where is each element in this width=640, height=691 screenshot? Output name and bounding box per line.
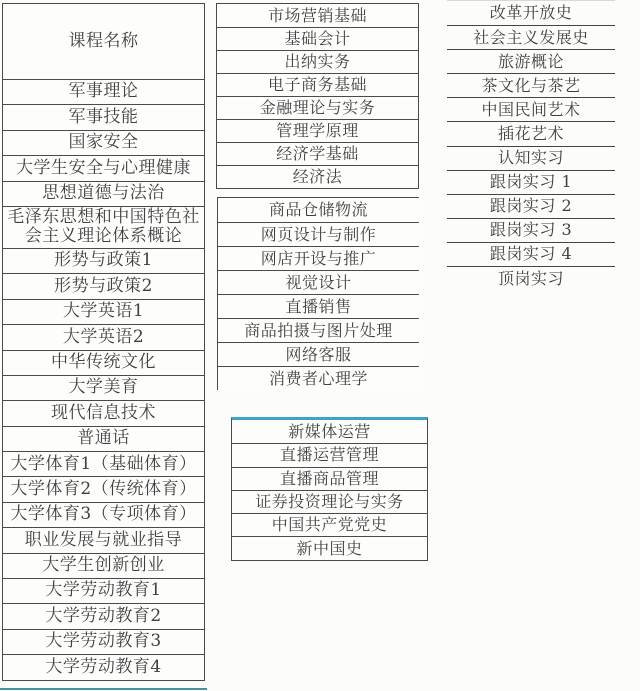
- course-cell[interactable]: [232, 443, 427, 466]
- middle-course-group-3: [231, 417, 428, 561]
- column-header-label: 课程名称: [68, 30, 139, 51]
- course-cell[interactable]: [447, 146, 615, 170]
- course-label: 大学英语1: [62, 301, 145, 322]
- course-label: 插花艺术: [497, 124, 564, 144]
- course-label: 中国共产党党史: [271, 515, 388, 535]
- course-cell[interactable]: [3, 502, 204, 527]
- course-cell[interactable]: [3, 299, 204, 324]
- course-cell[interactable]: [218, 366, 419, 390]
- course-cell[interactable]: [232, 467, 427, 490]
- course-label: 基础会计: [284, 29, 351, 48]
- course-cell[interactable]: [232, 420, 427, 443]
- course-cell[interactable]: [3, 104, 204, 129]
- course-label: 经济法: [292, 167, 343, 186]
- course-cell[interactable]: [3, 527, 204, 552]
- course-cell[interactable]: [218, 246, 419, 270]
- course-label: 中国民间艺术: [481, 99, 581, 119]
- course-label: 管理学原理: [276, 121, 359, 140]
- course-label: 直播运营管理: [279, 445, 379, 465]
- course-cell[interactable]: [447, 170, 615, 194]
- course-label: 商品拍摄与图片处理: [244, 320, 393, 340]
- course-label: 大学劳动教育1: [45, 580, 162, 601]
- course-cell[interactable]: [3, 350, 204, 375]
- middle-course-group-1: [216, 3, 419, 189]
- course-label: 新中国史: [296, 538, 363, 558]
- course-label: 普通话: [77, 428, 130, 449]
- course-cell[interactable]: [218, 342, 419, 366]
- course-cell[interactable]: [447, 194, 615, 218]
- course-label: 中华传统文化: [51, 351, 156, 372]
- course-cell[interactable]: [218, 198, 419, 222]
- course-cell[interactable]: [447, 1, 615, 25]
- course-label: 大学劳动教育3: [45, 631, 162, 652]
- course-label: 消费者心理学: [268, 368, 368, 388]
- course-cell[interactable]: [3, 476, 204, 501]
- course-label: 跟岗实习 4: [489, 244, 573, 264]
- course-cell[interactable]: [3, 375, 204, 400]
- course-label: 大学美育: [68, 377, 139, 398]
- course-label: 网页设计与制作: [260, 224, 377, 244]
- course-cell[interactable]: [3, 553, 204, 578]
- course-cell[interactable]: [3, 248, 204, 273]
- course-label: 出纳实务: [284, 52, 351, 71]
- course-label: 电子商务基础: [267, 75, 367, 94]
- course-label: 大学生创新创业: [42, 555, 165, 576]
- course-label: 社会主义发展史: [473, 27, 589, 47]
- course-label: 茶文化与茶艺: [481, 75, 581, 95]
- course-cell[interactable]: [447, 97, 615, 121]
- column-header-course-name[interactable]: [3, 4, 204, 79]
- course-cell[interactable]: [3, 324, 204, 349]
- course-label: 网络客服: [285, 344, 352, 364]
- course-cell[interactable]: [217, 73, 418, 96]
- course-cell[interactable]: [3, 155, 204, 180]
- course-label: 直播销售: [285, 296, 352, 316]
- course-label: 思想道德与法治: [42, 183, 165, 203]
- course-cell[interactable]: [447, 25, 615, 49]
- course-cell[interactable]: [3, 181, 204, 206]
- course-label: 经济学基础: [276, 144, 359, 163]
- course-cell[interactable]: [218, 318, 419, 342]
- course-cell[interactable]: [447, 242, 615, 266]
- course-cell[interactable]: [232, 536, 427, 559]
- course-label: 大学英语2: [62, 326, 145, 347]
- course-cell[interactable]: [3, 130, 204, 155]
- course-label: 旅游概论: [497, 51, 564, 71]
- course-label: 证券投资理论与实务: [255, 492, 404, 512]
- course-label: 金融理论与实务: [259, 98, 376, 117]
- course-cell[interactable]: [217, 119, 418, 142]
- course-cell[interactable]: [3, 273, 204, 298]
- course-cell[interactable]: [217, 142, 418, 165]
- teal-underline: [0, 688, 207, 690]
- course-cell[interactable]: [217, 50, 418, 73]
- middle-course-group-2: [217, 197, 419, 390]
- course-label: 新媒体运营: [288, 421, 371, 441]
- course-cell[interactable]: [3, 79, 204, 104]
- course-cell[interactable]: [3, 603, 204, 628]
- course-cell[interactable]: [218, 294, 419, 318]
- course-cell[interactable]: [218, 222, 419, 246]
- course-label: 改革开放史: [489, 3, 573, 23]
- course-cell[interactable]: [3, 426, 204, 451]
- course-cell[interactable]: [3, 451, 204, 476]
- course-cell[interactable]: [3, 629, 204, 654]
- course-label: 职业发展与就业指导: [24, 529, 183, 550]
- course-label: 网店开设与推广: [260, 248, 377, 268]
- course-cell[interactable]: [232, 513, 427, 536]
- course-label: 形势与政策1: [54, 250, 153, 271]
- course-cell[interactable]: [447, 49, 615, 73]
- course-cell[interactable]: [3, 578, 204, 603]
- course-cell[interactable]: [217, 165, 418, 188]
- course-cell[interactable]: [218, 270, 419, 294]
- course-label: 现代信息技术: [51, 402, 156, 423]
- course-label: 毛泽东思想和中国特色社会主义理论体系概论: [7, 206, 200, 247]
- right-course-list: [447, 0, 615, 290]
- course-label: 军事理论: [68, 81, 139, 102]
- course-label: 顶岗实习: [497, 268, 564, 288]
- course-label: 商品仓储物流: [268, 200, 368, 219]
- course-cell[interactable]: [232, 490, 427, 513]
- course-label: 市场营销基础: [267, 5, 367, 25]
- course-label: 大学劳动教育4: [45, 656, 162, 677]
- course-cell[interactable]: [3, 206, 204, 248]
- course-label: 大学体育2（传统体育）: [10, 478, 197, 499]
- course-label: 大学劳动教育2: [45, 605, 162, 626]
- course-cell[interactable]: [3, 654, 204, 679]
- course-label: 跟岗实习 2: [489, 196, 573, 216]
- course-cell[interactable]: [447, 121, 615, 145]
- course-label: 跟岗实习 3: [489, 220, 573, 240]
- course-cell[interactable]: [217, 4, 418, 27]
- course-cell[interactable]: [447, 266, 615, 290]
- course-label: 认知实习: [497, 148, 564, 168]
- course-name-table: [2, 3, 205, 681]
- course-label: 大学体育1（基础体育）: [10, 453, 197, 474]
- course-label: 军事技能: [68, 106, 139, 127]
- course-label: 国家安全: [68, 132, 139, 153]
- course-cell[interactable]: [447, 73, 615, 97]
- course-label: 跟岗实习 1: [489, 172, 573, 192]
- course-cell[interactable]: [447, 218, 615, 242]
- course-label: 大学生安全与心理健康: [16, 157, 191, 178]
- course-cell[interactable]: [217, 27, 418, 50]
- course-label: 大学体育3（专项体育）: [10, 504, 197, 525]
- course-cell[interactable]: [217, 96, 418, 119]
- course-label: 形势与政策2: [54, 275, 153, 296]
- course-cell[interactable]: [3, 400, 204, 425]
- course-label: 直播商品管理: [279, 468, 379, 488]
- course-label: 视觉设计: [285, 272, 352, 292]
